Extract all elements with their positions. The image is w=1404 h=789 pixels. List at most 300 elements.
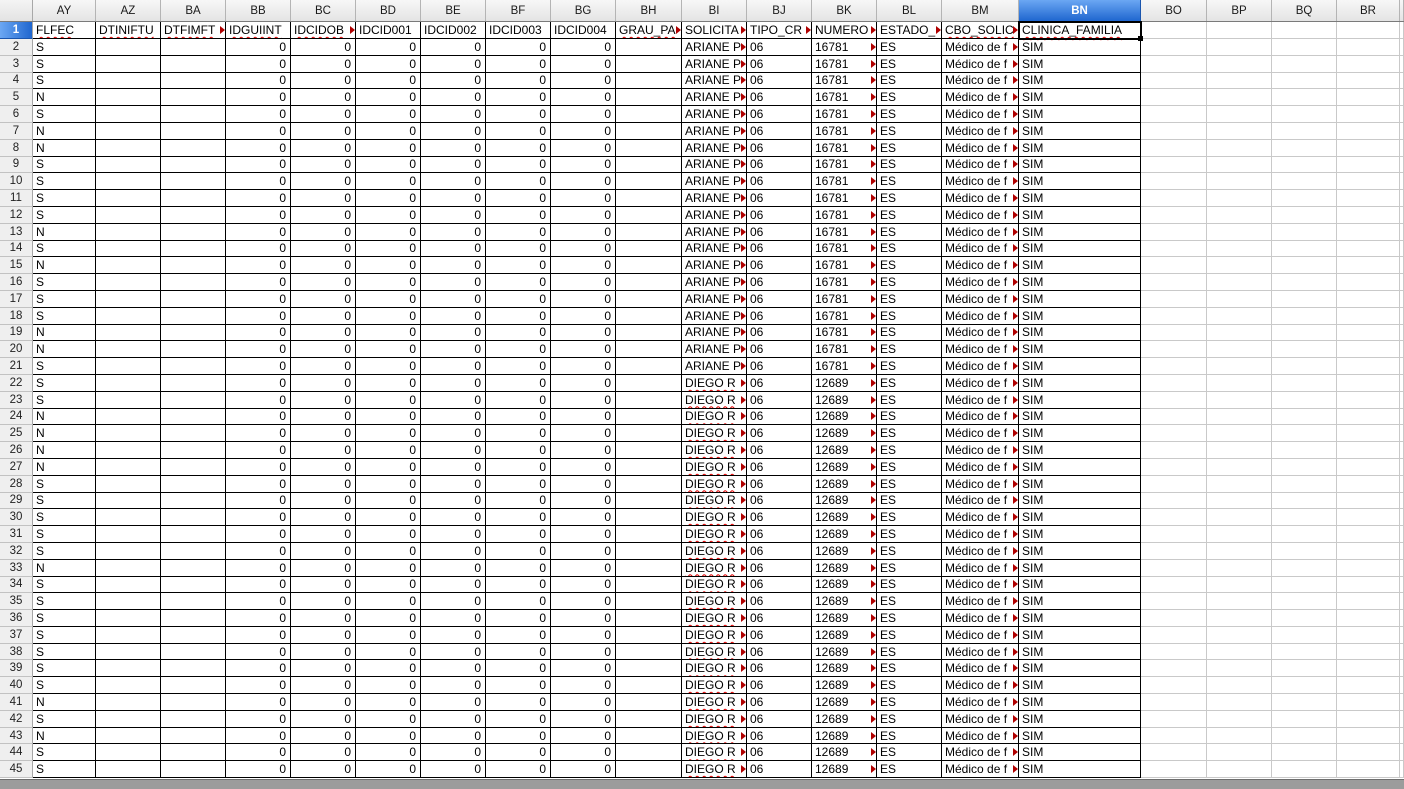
cell-BQ29[interactable]: [1272, 493, 1337, 510]
cell-BH24[interactable]: [616, 409, 682, 426]
cell-AZ14[interactable]: [96, 241, 161, 258]
cell-BC23[interactable]: [291, 392, 356, 409]
cell-BN26[interactable]: [1019, 442, 1141, 459]
cell-AY21[interactable]: [33, 358, 96, 375]
cell-BN43[interactable]: [1019, 728, 1141, 745]
cell-BO34[interactable]: [1141, 577, 1207, 594]
cell-BF1[interactable]: [486, 22, 551, 39]
row-header-45[interactable]: [0, 761, 33, 778]
cell-BR35[interactable]: [1337, 593, 1400, 610]
cell-BQ6[interactable]: [1272, 106, 1337, 123]
cell-BQ40[interactable]: [1272, 677, 1337, 694]
cell-BK2[interactable]: [812, 39, 877, 56]
cell-BN30[interactable]: [1019, 509, 1141, 526]
cell-BC1[interactable]: [291, 22, 356, 39]
cell-BG17[interactable]: [551, 291, 616, 308]
cell-AY13[interactable]: [33, 224, 96, 241]
cell-BC28[interactable]: [291, 476, 356, 493]
cell-BO28[interactable]: [1141, 476, 1207, 493]
cell-BM29[interactable]: [942, 493, 1019, 510]
cell-BJ35[interactable]: [747, 593, 812, 610]
cell-BR17[interactable]: [1337, 291, 1400, 308]
cell-BB21[interactable]: [226, 358, 291, 375]
cell-BK12[interactable]: [812, 207, 877, 224]
cell-AY2[interactable]: [33, 39, 96, 56]
cell-BR27[interactable]: [1337, 459, 1400, 476]
cell-BQ19[interactable]: [1272, 325, 1337, 342]
cell-BN33[interactable]: [1019, 560, 1141, 577]
cell-BB35[interactable]: [226, 593, 291, 610]
cell-BG11[interactable]: [551, 190, 616, 207]
cell-BM4[interactable]: [942, 73, 1019, 90]
cell-AY28[interactable]: [33, 476, 96, 493]
cell-BE8[interactable]: [421, 140, 486, 157]
cell-BF38[interactable]: [486, 644, 551, 661]
cell-BC44[interactable]: [291, 744, 356, 761]
cell-BC15[interactable]: [291, 257, 356, 274]
cell-BM34[interactable]: [942, 577, 1019, 594]
cell-BJ4[interactable]: [747, 73, 812, 90]
cell-BB32[interactable]: [226, 543, 291, 560]
cell-AY43[interactable]: [33, 728, 96, 745]
cell-BG28[interactable]: [551, 476, 616, 493]
cell-partial-28[interactable]: [1400, 476, 1404, 493]
cell-BB4[interactable]: [226, 73, 291, 90]
cell-BH10[interactable]: [616, 173, 682, 190]
cell-BF27[interactable]: [486, 459, 551, 476]
cell-BJ27[interactable]: [747, 459, 812, 476]
cell-BH42[interactable]: [616, 711, 682, 728]
cell-BF25[interactable]: [486, 425, 551, 442]
cell-BQ33[interactable]: [1272, 560, 1337, 577]
row-header-43[interactable]: [0, 728, 33, 745]
cell-BE7[interactable]: [421, 123, 486, 140]
cell-BJ31[interactable]: [747, 526, 812, 543]
cell-BA21[interactable]: [161, 358, 226, 375]
cell-BQ9[interactable]: [1272, 157, 1337, 174]
cell-BF20[interactable]: [486, 341, 551, 358]
cell-AZ41[interactable]: [96, 694, 161, 711]
cell-BE45[interactable]: [421, 761, 486, 778]
cell-BB24[interactable]: [226, 409, 291, 426]
row-header-38[interactable]: [0, 644, 33, 661]
row-header-40[interactable]: [0, 677, 33, 694]
column-header-partial[interactable]: [1400, 0, 1404, 21]
cell-BE32[interactable]: [421, 543, 486, 560]
cell-partial-6[interactable]: [1400, 106, 1404, 123]
cell-BM16[interactable]: [942, 274, 1019, 291]
cell-BC18[interactable]: [291, 308, 356, 325]
cell-BO1[interactable]: [1141, 22, 1207, 39]
cell-partial-10[interactable]: [1400, 173, 1404, 190]
cell-AY24[interactable]: [33, 409, 96, 426]
cell-BQ25[interactable]: [1272, 425, 1337, 442]
cell-BE39[interactable]: [421, 660, 486, 677]
cell-BL4[interactable]: [877, 73, 942, 90]
cell-BD2[interactable]: [356, 39, 421, 56]
row-header-24[interactable]: [0, 409, 33, 426]
cell-BI18[interactable]: [682, 308, 747, 325]
cell-AZ1[interactable]: [96, 22, 161, 39]
cell-BB44[interactable]: [226, 744, 291, 761]
cell-BJ42[interactable]: [747, 711, 812, 728]
cell-BO14[interactable]: [1141, 241, 1207, 258]
cell-BP23[interactable]: [1207, 392, 1272, 409]
cell-BD33[interactable]: [356, 560, 421, 577]
cell-AZ44[interactable]: [96, 744, 161, 761]
cell-BF12[interactable]: [486, 207, 551, 224]
column-header-BA[interactable]: [161, 0, 226, 21]
cell-BD22[interactable]: [356, 375, 421, 392]
cell-BA15[interactable]: [161, 257, 226, 274]
cell-BL42[interactable]: [877, 711, 942, 728]
cell-BQ27[interactable]: [1272, 459, 1337, 476]
cell-BK7[interactable]: [812, 123, 877, 140]
column-header-BF[interactable]: [486, 0, 551, 21]
cell-partial-9[interactable]: [1400, 157, 1404, 174]
cell-BC2[interactable]: [291, 39, 356, 56]
cell-BB15[interactable]: [226, 257, 291, 274]
cell-BN14[interactable]: [1019, 241, 1141, 258]
cell-BI7[interactable]: [682, 123, 747, 140]
cell-BF41[interactable]: [486, 694, 551, 711]
cell-BB22[interactable]: [226, 375, 291, 392]
cell-BA5[interactable]: [161, 89, 226, 106]
cell-BL6[interactable]: [877, 106, 942, 123]
row-header-6[interactable]: [0, 106, 33, 123]
cell-BP17[interactable]: [1207, 291, 1272, 308]
cell-BK16[interactable]: [812, 274, 877, 291]
cell-BA19[interactable]: [161, 325, 226, 342]
cell-BE10[interactable]: [421, 173, 486, 190]
cell-BK39[interactable]: [812, 660, 877, 677]
cell-BD42[interactable]: [356, 711, 421, 728]
cell-BP16[interactable]: [1207, 274, 1272, 291]
cell-AY33[interactable]: [33, 560, 96, 577]
cell-BL7[interactable]: [877, 123, 942, 140]
cell-BA30[interactable]: [161, 509, 226, 526]
cell-BR28[interactable]: [1337, 476, 1400, 493]
cell-BJ8[interactable]: [747, 140, 812, 157]
cell-BQ8[interactable]: [1272, 140, 1337, 157]
cell-BM21[interactable]: [942, 358, 1019, 375]
cell-BC33[interactable]: [291, 560, 356, 577]
cell-BN44[interactable]: [1019, 744, 1141, 761]
cell-BE6[interactable]: [421, 106, 486, 123]
cell-BK26[interactable]: [812, 442, 877, 459]
cell-BR34[interactable]: [1337, 577, 1400, 594]
cell-AY40[interactable]: [33, 677, 96, 694]
cell-BM23[interactable]: [942, 392, 1019, 409]
cell-BL17[interactable]: [877, 291, 942, 308]
cell-BI10[interactable]: [682, 173, 747, 190]
cell-BQ4[interactable]: [1272, 73, 1337, 90]
cell-BH35[interactable]: [616, 593, 682, 610]
cell-BL44[interactable]: [877, 744, 942, 761]
cell-BG43[interactable]: [551, 728, 616, 745]
cell-BM32[interactable]: [942, 543, 1019, 560]
cell-BB20[interactable]: [226, 341, 291, 358]
cell-BO36[interactable]: [1141, 610, 1207, 627]
cell-BR43[interactable]: [1337, 728, 1400, 745]
cell-BD28[interactable]: [356, 476, 421, 493]
cell-BF43[interactable]: [486, 728, 551, 745]
cell-BI29[interactable]: [682, 493, 747, 510]
row-header-19[interactable]: [0, 325, 33, 342]
cell-BR44[interactable]: [1337, 744, 1400, 761]
cell-BJ5[interactable]: [747, 89, 812, 106]
cell-BO41[interactable]: [1141, 694, 1207, 711]
cell-BP21[interactable]: [1207, 358, 1272, 375]
cell-AZ36[interactable]: [96, 610, 161, 627]
cell-BP13[interactable]: [1207, 224, 1272, 241]
cell-BK21[interactable]: [812, 358, 877, 375]
cell-BA16[interactable]: [161, 274, 226, 291]
cell-partial-40[interactable]: [1400, 677, 1404, 694]
cell-BM28[interactable]: [942, 476, 1019, 493]
cell-BM42[interactable]: [942, 711, 1019, 728]
cell-BR39[interactable]: [1337, 660, 1400, 677]
cell-partial-12[interactable]: [1400, 207, 1404, 224]
cell-BD19[interactable]: [356, 325, 421, 342]
cell-AZ37[interactable]: [96, 627, 161, 644]
cell-AZ8[interactable]: [96, 140, 161, 157]
cell-BK10[interactable]: [812, 173, 877, 190]
cell-BG12[interactable]: [551, 207, 616, 224]
cell-BQ1[interactable]: [1272, 22, 1337, 39]
cell-BF36[interactable]: [486, 610, 551, 627]
cell-AZ23[interactable]: [96, 392, 161, 409]
cell-BO10[interactable]: [1141, 173, 1207, 190]
cell-partial-18[interactable]: [1400, 308, 1404, 325]
cell-BA38[interactable]: [161, 644, 226, 661]
row-header-14[interactable]: [0, 241, 33, 258]
cell-BJ20[interactable]: [747, 341, 812, 358]
cell-BK40[interactable]: [812, 677, 877, 694]
cell-BE14[interactable]: [421, 241, 486, 258]
cell-BM22[interactable]: [942, 375, 1019, 392]
cell-BR6[interactable]: [1337, 106, 1400, 123]
cell-BC13[interactable]: [291, 224, 356, 241]
cell-BH18[interactable]: [616, 308, 682, 325]
row-header-26[interactable]: [0, 442, 33, 459]
cell-BN23[interactable]: [1019, 392, 1141, 409]
cell-BB6[interactable]: [226, 106, 291, 123]
cell-BK36[interactable]: [812, 610, 877, 627]
cell-BA8[interactable]: [161, 140, 226, 157]
cell-BI26[interactable]: [682, 442, 747, 459]
cell-BK29[interactable]: [812, 493, 877, 510]
cell-BD43[interactable]: [356, 728, 421, 745]
cell-BK6[interactable]: [812, 106, 877, 123]
cell-BN41[interactable]: [1019, 694, 1141, 711]
cell-BH23[interactable]: [616, 392, 682, 409]
cell-BH38[interactable]: [616, 644, 682, 661]
cell-BH39[interactable]: [616, 660, 682, 677]
cell-BC27[interactable]: [291, 459, 356, 476]
cell-BH26[interactable]: [616, 442, 682, 459]
cell-BN2[interactable]: [1019, 39, 1141, 56]
cell-BA7[interactable]: [161, 123, 226, 140]
cell-AY26[interactable]: [33, 442, 96, 459]
cell-BG6[interactable]: [551, 106, 616, 123]
cell-BK24[interactable]: [812, 409, 877, 426]
cell-BP8[interactable]: [1207, 140, 1272, 157]
cell-BC42[interactable]: [291, 711, 356, 728]
cell-BG15[interactable]: [551, 257, 616, 274]
cell-BM26[interactable]: [942, 442, 1019, 459]
cell-BA13[interactable]: [161, 224, 226, 241]
cell-BJ6[interactable]: [747, 106, 812, 123]
row-header-28[interactable]: [0, 476, 33, 493]
cell-AY22[interactable]: [33, 375, 96, 392]
cell-BG32[interactable]: [551, 543, 616, 560]
cell-BF35[interactable]: [486, 593, 551, 610]
cell-BH7[interactable]: [616, 123, 682, 140]
cell-BC9[interactable]: [291, 157, 356, 174]
cell-BG10[interactable]: [551, 173, 616, 190]
cell-BB41[interactable]: [226, 694, 291, 711]
cell-BG34[interactable]: [551, 577, 616, 594]
cell-BH33[interactable]: [616, 560, 682, 577]
cell-BQ34[interactable]: [1272, 577, 1337, 594]
cell-BI17[interactable]: [682, 291, 747, 308]
cell-BE38[interactable]: [421, 644, 486, 661]
cell-partial-29[interactable]: [1400, 493, 1404, 510]
cell-BH30[interactable]: [616, 509, 682, 526]
cell-BA11[interactable]: [161, 190, 226, 207]
cell-AZ6[interactable]: [96, 106, 161, 123]
cell-AZ43[interactable]: [96, 728, 161, 745]
cell-BC39[interactable]: [291, 660, 356, 677]
cell-BJ14[interactable]: [747, 241, 812, 258]
cell-BQ43[interactable]: [1272, 728, 1337, 745]
cell-BL10[interactable]: [877, 173, 942, 190]
cell-BE30[interactable]: [421, 509, 486, 526]
row-header-3[interactable]: [0, 56, 33, 73]
cell-BR22[interactable]: [1337, 375, 1400, 392]
cell-BF42[interactable]: [486, 711, 551, 728]
cell-BA35[interactable]: [161, 593, 226, 610]
cell-BQ44[interactable]: [1272, 744, 1337, 761]
cell-BJ26[interactable]: [747, 442, 812, 459]
cell-BM20[interactable]: [942, 341, 1019, 358]
cell-BA22[interactable]: [161, 375, 226, 392]
cell-BE12[interactable]: [421, 207, 486, 224]
cell-BQ22[interactable]: [1272, 375, 1337, 392]
cell-BR21[interactable]: [1337, 358, 1400, 375]
cell-BQ36[interactable]: [1272, 610, 1337, 627]
cell-BG33[interactable]: [551, 560, 616, 577]
cell-BI30[interactable]: [682, 509, 747, 526]
cell-BI24[interactable]: [682, 409, 747, 426]
row-header-12[interactable]: [0, 207, 33, 224]
cell-BN36[interactable]: [1019, 610, 1141, 627]
cell-BK30[interactable]: [812, 509, 877, 526]
cell-partial-20[interactable]: [1400, 341, 1404, 358]
cell-BP4[interactable]: [1207, 73, 1272, 90]
cell-BR15[interactable]: [1337, 257, 1400, 274]
cell-BD24[interactable]: [356, 409, 421, 426]
cell-BH3[interactable]: [616, 56, 682, 73]
cell-BG24[interactable]: [551, 409, 616, 426]
column-header-AZ[interactable]: [96, 0, 161, 21]
cell-BI3[interactable]: [682, 56, 747, 73]
cell-partial-13[interactable]: [1400, 224, 1404, 241]
cell-BJ37[interactable]: [747, 627, 812, 644]
cell-AZ18[interactable]: [96, 308, 161, 325]
cell-BP26[interactable]: [1207, 442, 1272, 459]
cell-BP36[interactable]: [1207, 610, 1272, 627]
cell-BC36[interactable]: [291, 610, 356, 627]
cell-AZ2[interactable]: [96, 39, 161, 56]
cell-BN3[interactable]: [1019, 56, 1141, 73]
cell-BA2[interactable]: [161, 39, 226, 56]
cell-BR31[interactable]: [1337, 526, 1400, 543]
cell-AZ17[interactable]: [96, 291, 161, 308]
cell-BA41[interactable]: [161, 694, 226, 711]
cell-BH27[interactable]: [616, 459, 682, 476]
cell-BD1[interactable]: [356, 22, 421, 39]
cell-BK34[interactable]: [812, 577, 877, 594]
cell-BO37[interactable]: [1141, 627, 1207, 644]
cell-BN17[interactable]: [1019, 291, 1141, 308]
row-header-39[interactable]: [0, 660, 33, 677]
cell-BG20[interactable]: [551, 341, 616, 358]
row-header-35[interactable]: [0, 593, 33, 610]
cell-BQ12[interactable]: [1272, 207, 1337, 224]
cell-BH20[interactable]: [616, 341, 682, 358]
cell-BJ33[interactable]: [747, 560, 812, 577]
row-header-11[interactable]: [0, 190, 33, 207]
cell-BI44[interactable]: [682, 744, 747, 761]
cell-BN25[interactable]: [1019, 425, 1141, 442]
cell-BB11[interactable]: [226, 190, 291, 207]
cell-BO27[interactable]: [1141, 459, 1207, 476]
cell-BE15[interactable]: [421, 257, 486, 274]
row-header-27[interactable]: [0, 459, 33, 476]
cell-BO16[interactable]: [1141, 274, 1207, 291]
cell-BI23[interactable]: [682, 392, 747, 409]
cell-BR41[interactable]: [1337, 694, 1400, 711]
cell-BN42[interactable]: [1019, 711, 1141, 728]
cell-BB27[interactable]: [226, 459, 291, 476]
cell-BE24[interactable]: [421, 409, 486, 426]
cell-BL22[interactable]: [877, 375, 942, 392]
cell-BJ23[interactable]: [747, 392, 812, 409]
cell-partial-43[interactable]: [1400, 728, 1404, 745]
cell-BN38[interactable]: [1019, 644, 1141, 661]
cell-BE43[interactable]: [421, 728, 486, 745]
column-header-BI[interactable]: [682, 0, 747, 21]
cell-BJ38[interactable]: [747, 644, 812, 661]
cell-BR13[interactable]: [1337, 224, 1400, 241]
cell-partial-27[interactable]: [1400, 459, 1404, 476]
cell-BE1[interactable]: [421, 22, 486, 39]
cell-BF23[interactable]: [486, 392, 551, 409]
cell-BH1[interactable]: [616, 22, 682, 39]
cell-BG39[interactable]: [551, 660, 616, 677]
cell-BF11[interactable]: [486, 190, 551, 207]
cell-BB12[interactable]: [226, 207, 291, 224]
cell-BF33[interactable]: [486, 560, 551, 577]
cell-BD39[interactable]: [356, 660, 421, 677]
cell-BR3[interactable]: [1337, 56, 1400, 73]
cell-BK35[interactable]: [812, 593, 877, 610]
cell-BP3[interactable]: [1207, 56, 1272, 73]
cell-BB23[interactable]: [226, 392, 291, 409]
cell-BR32[interactable]: [1337, 543, 1400, 560]
